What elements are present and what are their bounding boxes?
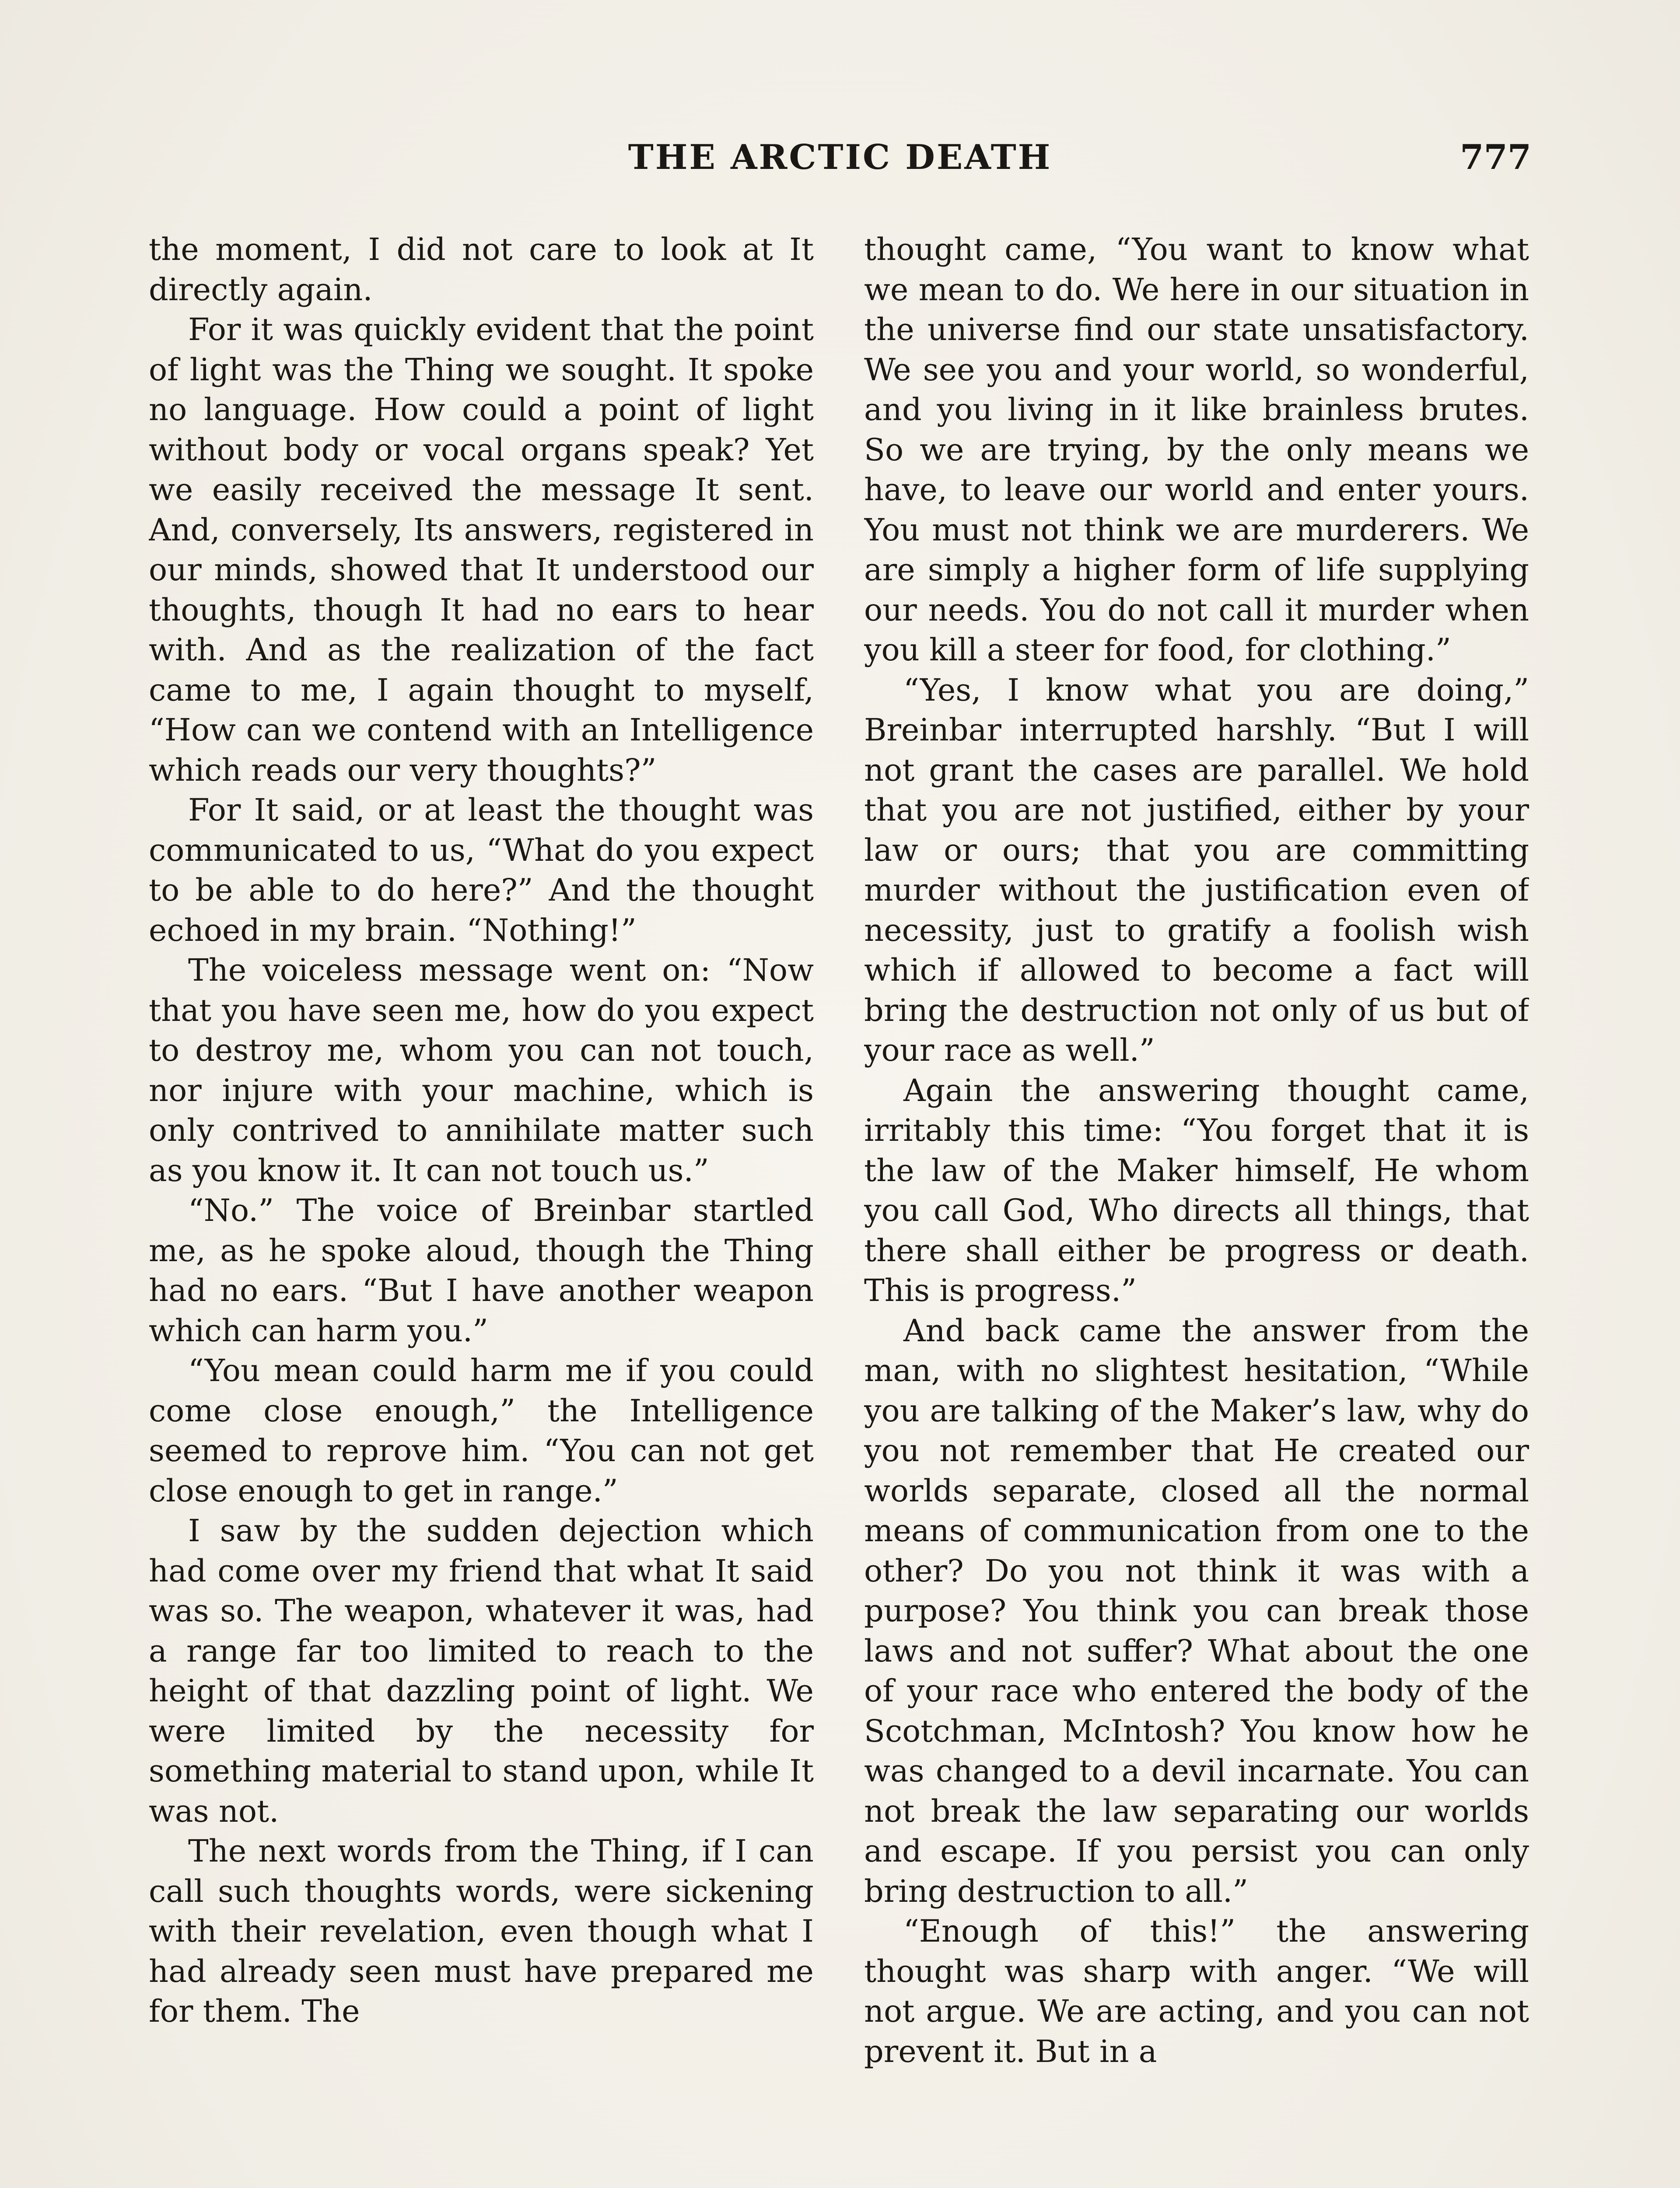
paragraph: The voiceless message went on: “Now that you have seen me, how do you expect to destroy me, whom you can not touch, nor injure with your machine, which is only contrived to annihilate matter such as you know it. It can not touch us.” <box>149 952 814 1189</box>
paragraph: “Enough of this!” the answering thought was sharp with anger. “We will not argue. We are acting, and you can not prevent it. But in a <box>864 1913 1529 2069</box>
left-column <box>149 230 814 2188</box>
paragraph: For It said, or at least the thought was communicated to us, “What do you expect to be able to do here?” And the thought echoed in my brain. “Nothing!” <box>149 792 814 948</box>
right-column <box>864 230 1529 2188</box>
paragraph: thought came, “You want to know what we mean to do. We here in our situation in the universe find our state unsatisfactory. We see you and your world, so wonderful, and you living in it like brainless brutes. So we are trying, by the only means we have, to leave our world and enter yours. You must not think we are murderers. We are simply a higher form of life supplying our needs. You do not call it murder when you kill a steer for food, for clothing.” <box>864 231 1529 668</box>
paragraph: And back came the answer from the man, with no slightest hesitation, “While you are talking of the Maker’s law, why do you not remember that He created our worlds separate, closed all the normal means of communication from one to the other? Do you not think it was with a purpose? You think you can break those laws and not suffer? What about the one of your race who entered the body of the Scotchman, McIntosh? You know how he was changed to a devil incarnate. You can not break the law separating our worlds and escape. If you persist you can only bring destruction to all.” <box>864 1312 1529 1909</box>
page-number: 777 <box>1460 137 1531 177</box>
running-title: THE ARCTIC DEATH <box>628 137 1052 177</box>
paragraph: I saw by the sudden dejection which had come over my friend that what It said was so. The weapon, whatever it was, had a range far too limited to reach to the height of that dazzling point of light. We were limited by the necessity for something material to stand upon, while It was not. <box>149 1513 814 1829</box>
paragraph: “Yes, I know what you are doing,” Breinbar interrupted harshly. “But I will not grant the cases are parallel. We hold that you are not justified, either by your law or ours; that you are committing murder without the justification even of necessity, just to gratify a foolish wish which if allowed to become a fact will bring the destruction not only of us but of your race as well.” <box>864 672 1529 1068</box>
paragraph: “You mean could harm me if you could come close enough,” the Intelligence seemed to reprove him. “You can not get close enough to get in range.” <box>149 1353 814 1509</box>
paragraph: Again the answering thought came, irritably this time: “You forget that it is the law of the Maker himself, He whom you call God, Who directs all things, that there shall either be progress or death. This is progress.” <box>864 1072 1529 1308</box>
paragraph: the moment, I did not care to look at It directly again. <box>149 231 814 308</box>
running-head <box>149 131 1531 184</box>
paragraph: “No.” The voice of Breinbar startled me, as he spoke aloud, though the Thing had no ears. “But I have another weapon which can harm you.” <box>149 1192 814 1349</box>
paragraph: The next words from the Thing, if I can call such thoughts words, were sickening with their revelation, even though what I had already seen must have prepared me for them. The <box>149 1833 814 2029</box>
paragraph: For it was quickly evident that the point of light was the Thing we sought. It spoke no language. How could a point of light without body or vocal organs speak? Yet we easily received the message It sent. And, conversely, Its answers, registered in our minds, showed that It understood our thoughts, though It had no ears to hear with. And as the realization of the fact came to me, I again thought to myself, “How can we contend with an Intelligence which reads our very thoughts?” <box>149 312 814 788</box>
